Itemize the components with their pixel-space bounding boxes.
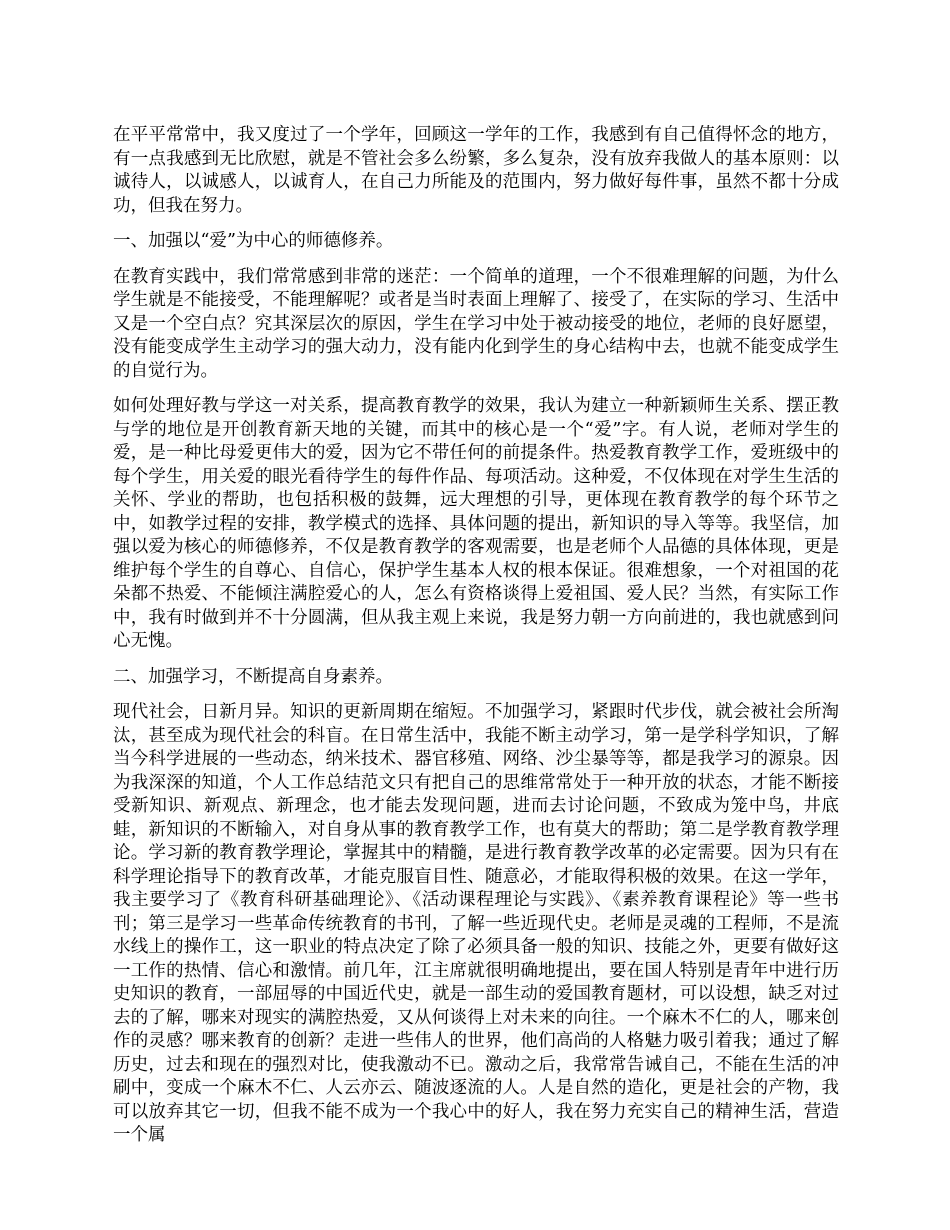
body-paragraph: 如何处理好教与学这一对关系，提高教育教学的效果，我认为建立一种新颖师生关系、摆正教与学的地位是开创教育新天地的关键，而其中的核心是一个“爱”字。有人说，老师对学生的爱，是一种比母爱更伟大的爱，因为它不带任何的前提条件。热爱教育教学工作，爱班级中的每个学生，用关爱的眼光看待学生的每件作品、每项活动。这种爱，不仅体现在对学生生活的关怀、学业的帮助，也包括积极的鼓舞，远大理想的引导，更体现在教育教学的每个环节之中，如教学过程的安排，教学模式的选择、具体问题的提出，新知识的导入等等。我坚信，加强以爱为核心的师德修养，不仅是教育教学的客观需要，也是老师个人品德的具体体现，更是维护每个学生的自尊心、自信心，保护学生基本人权的根本保证。很难想象，一个对祖国的花朵都不热爱、不能倾注满腔爱心的人，怎么有资格谈得上爱祖国、爱人民？当然，有实际工作中，我有时做到并不十分圆满，但从我主观上来说，我是努力朝一方向前进的，我也就感到问心无愧。 [113, 396, 839, 651]
intro-paragraph: 在平平常常中，我又度过了一个学年，回顾这一学年的工作，我感到有自己值得怀念的地方，有一点我感到无比欣慰，就是不管社会多么纷繁，多么复杂，没有放弃我做人的基本原则：以诚待人，以诚感人，以诚育人，在自己力所能及的范围内，努力做好每件事，虽然不都十分成功，但我在努力。 [113, 125, 839, 216]
section-heading-2: 二、加强学习，不断提高自身素养。 [113, 666, 393, 687]
document-page [113, 124, 839, 1160]
body-paragraph: 现代社会，日新月异。知识的更新周期在缩短。不加强学习，紧跟时代步伐，就会被社会所淘汰，甚至成为现代社会的科盲。在日常生活中，我能不断主动学习，第一是学科学知识，了解当今科学进展的一些动态，纳米技术、器官移殖、网络、沙尘暴等等，都是我学习的源泉。因为我深深的知道，个人工作总结范文只有把自己的思维常常处于一种开放的状态，才能不断接受新知识、新观点、新理念，也才能去发现问题，进而去讨论问题，不致成为笼中鸟，井底蛙，新知识的不断输入，对自身从事的教育教学工作，也有莫大的帮助；第二是学教育教学理论。学习新的教育教学理论，掌握其中的精髓，是进行教育教学改革的必定需要。因为只有在科学理论指导下的教育改革，才能克服盲目性、随意必，才能取得积极的效果。在这一学年，我主要学习了《教育科研基础理论》、《活动课程理论与实践》、《素养教育课程论》等一些书刊；第三是学习一些革命传统教育的书刊，了解一些近现代史。老师是灵魂的工程师，不是流水线上的操作工，这一职业的特点决定了除了必须具备一般的知识、技能之外，更要有做好这一工作的热情、信心和激情。前几年，江主席就很明确地提出，要在国人特别是青年中进行历史知识的教育，一部屈辱的中国近代史，就是一部生动的爱国教育题材，可以设想，缺乏对过去的了解，哪来对现实的满腔热爱，又从何谈得上对未来的向往。一个麻木不仁的人，哪来创作的灵感？哪来教育的创新？走进一些伟人的世界，他们高尚的人格魅力吸引着我；通过了解历史，过去和现在的强烈对比，使我激动不已。激动之后，我常常告诫自己，不能在生活的冲刷中，变成一个麻木不仁、人云亦云、随波逐流的人。人是自然的造化，更是社会的产物，我可以放弃其它一切，但我不能不成为一个我心中的好人，我在努力充实自己的精神生活，营造一个属 [113, 702, 839, 1145]
section-heading-1: 一、加强以“爱”为中心的师德修养。 [113, 231, 394, 251]
body-paragraph: 在教育实践中，我们常常感到非常的迷茫：一个简单的道理，一个不很难理解的问题，为什么学生就是不能接受，不能理解呢？或者是当时表面上理解了、接受了，在实际的学习、生活中又是一个空白点？究其深层次的原因，学生在学习中处于被动接受的地位，老师的良好愿望，没有能变成学生主动学习的强大动力，没有能内化到学生的身心结构中去，也就不能变成学生的自觉行为。 [113, 266, 839, 381]
